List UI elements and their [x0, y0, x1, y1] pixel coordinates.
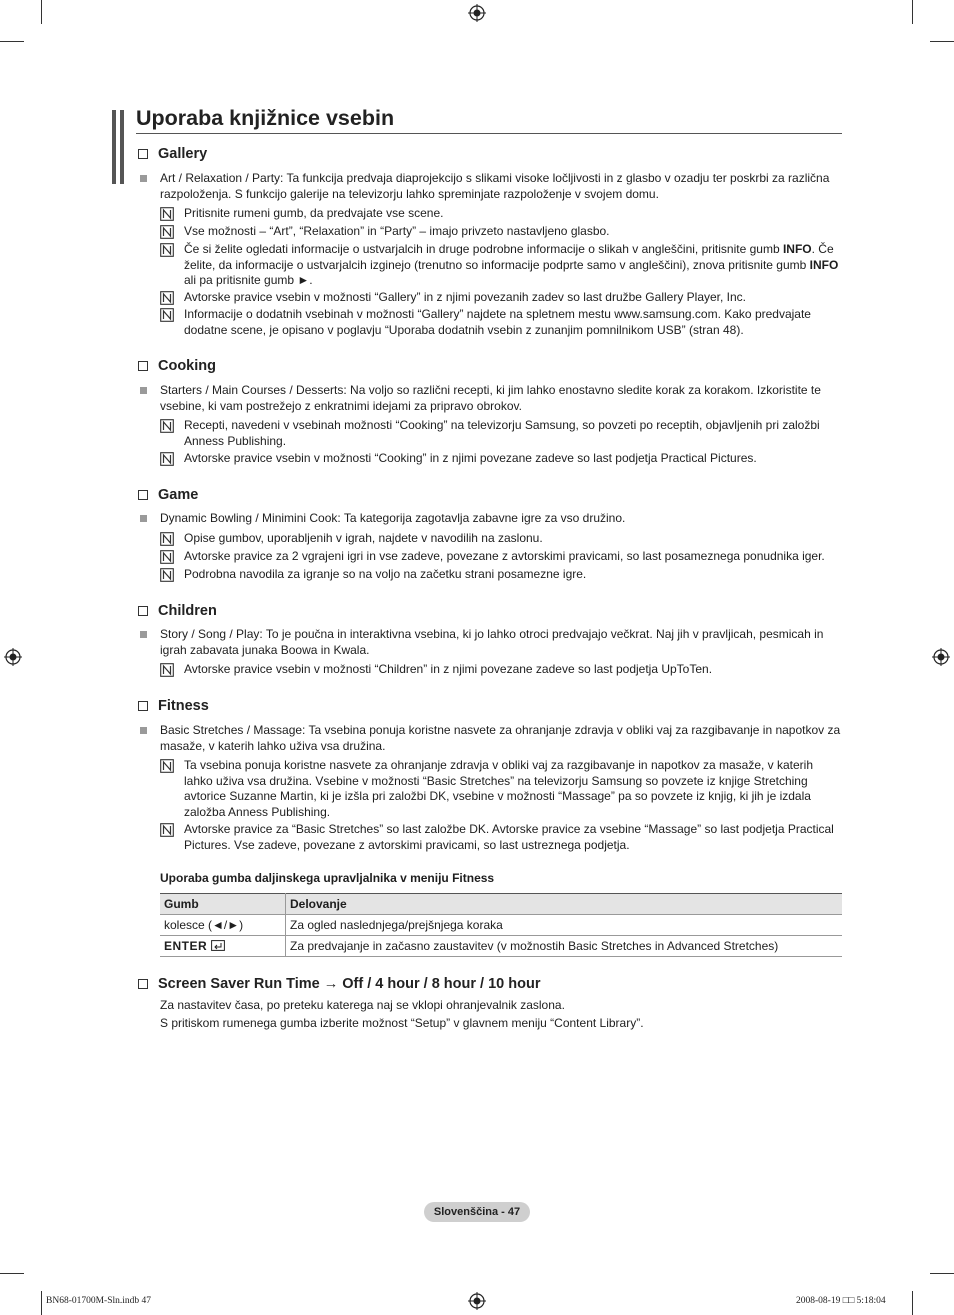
note-text: Če si želite ogledati informacije o ustvarjalcih in druge podrobne informacije o slikah v angleščini, pritisnite gumb: [184, 242, 783, 256]
square-bullet-icon: [140, 175, 147, 182]
note-text: Podrobna navodila za igranje so na voljo na začetku strani posamezne igre.: [184, 567, 587, 581]
section-heading-cooking: [138, 358, 216, 374]
table-header-cell: Gumb: [160, 894, 286, 915]
note: [184, 549, 842, 565]
screensaver-description: Za nastavitev časa, po preteku katerega naj se vklopi ohranjevalnik zaslona.: [160, 998, 565, 1012]
note: [184, 290, 842, 306]
screensaver-instruction: S pritiskom rumenega gumba izberite možnost “Setup” v glavnem meniju “Content Library”.: [160, 1016, 644, 1030]
note-icon: [160, 759, 174, 773]
note-icon: [160, 291, 174, 305]
info-button-label: INFO: [809, 257, 839, 272]
registration-mark-icon: [4, 648, 22, 666]
enter-return-icon: [211, 940, 225, 951]
bullet-text-content: Art / Relaxation / Party: Ta funkcija predvaja diaprojekcijo s slikami visoke ločljivosti in z glasbo v ozadju ter poskrbi za različna razpoloženja. S funkcijo galerije na televizorju lahko spreminjate razpoloženje v svojem domu.: [160, 171, 830, 201]
section-heading-text: Fitness: [158, 698, 209, 714]
table-cell: Za ogled naslednjega/prejšnjega koraka: [290, 918, 503, 932]
checkbox-icon: [138, 701, 148, 711]
note-text: Informacije o dodatnih vsebinah v možnosti “Gallery” najdete na spletnem mestu www.samsung.com. Kako predvajate dodatne scene, je opisano v poglavju “Uporaba dodatnih vsebin z zunanjim pomnilnikom USB” (stran 48).: [184, 307, 811, 337]
note: [184, 451, 842, 467]
note-icon: [160, 532, 174, 546]
registration-mark-icon: [468, 1292, 486, 1310]
square-bullet-icon: [140, 387, 147, 394]
note: [184, 822, 842, 853]
checkbox-icon: [138, 490, 148, 500]
table-header-row: [160, 894, 842, 915]
note-icon: [160, 225, 174, 239]
side-bar-decoration: [112, 110, 116, 184]
note-text: Avtorske pravice vsebin v možnosti “Gallery” in z njimi povezanih zadev so last družbe Gallery Player, Inc.: [184, 290, 747, 304]
crop-mark: [41, 0, 42, 24]
note: [184, 206, 842, 222]
note-icon: [160, 823, 174, 837]
note-icon: [160, 308, 174, 322]
note: [184, 531, 842, 547]
bullet-text: [160, 723, 842, 754]
note-icon: [160, 550, 174, 564]
section-heading-text: Game: [158, 487, 199, 503]
note: [184, 758, 842, 820]
crop-mark: [930, 41, 954, 42]
note-text: ali pa pritisnite gumb ►.: [184, 273, 313, 287]
square-bullet-icon: [140, 631, 147, 638]
note: [184, 224, 842, 240]
note: [184, 242, 842, 289]
checkbox-icon: [138, 979, 148, 989]
section-heading-fitness: [138, 698, 209, 714]
page-number-badge: Slovenščina - 47: [424, 1202, 530, 1222]
bullet-text-content: Basic Stretches / Massage: Ta vsebina ponuja koristne nasvete za ohranjanje zdravja v obliki vaj za razgibavanje in napotkov za masaže, v katerih lahko uživa vsa družina.: [160, 723, 841, 753]
section-heading-text: Cooking: [158, 358, 216, 374]
note: [184, 662, 842, 678]
note-text: Avtorske pravice vsebin v možnosti “Children” in z njimi povezane zadeve so last podjetja UpToTen.: [184, 662, 713, 676]
crop-mark: [0, 1273, 24, 1274]
checkbox-icon: [138, 149, 148, 159]
square-bullet-icon: [140, 515, 147, 522]
table-caption: Uporaba gumba daljinskega upravljalnika v meniju Fitness: [160, 871, 495, 885]
note-icon: [160, 452, 174, 466]
section-heading-text: Screen Saver Run Time → Off / 4 hour / 8 hour / 10 hour: [158, 976, 541, 992]
side-bar-decoration: [120, 110, 124, 184]
checkbox-icon: [138, 606, 148, 616]
table-row: [160, 936, 842, 957]
table-cell: [160, 936, 286, 957]
note-icon: [160, 243, 174, 257]
print-slug-left: BN68-01700M-Sln.indb 47: [46, 1296, 152, 1306]
table-cell: kolesce (◄/►): [160, 915, 286, 936]
title-divider: [136, 133, 842, 134]
checkbox-icon: [138, 361, 148, 371]
page-title: Uporaba knjižnice vsebin: [136, 106, 395, 130]
section-heading-text: Children: [158, 603, 217, 619]
note-icon: [160, 568, 174, 582]
note: [184, 307, 842, 338]
fitness-remote-table: [160, 893, 842, 957]
bullet-text: [160, 383, 842, 414]
table-cell: Za predvajanje in začasno zaustavitev (v možnostih Basic Stretches in Advanced Stretches): [290, 939, 779, 953]
enter-button-label: ENTER: [164, 939, 208, 953]
print-slug-right: 2008-08-19 □□ 5:18:04: [796, 1296, 886, 1306]
bullet-text-content: Dynamic Bowling / Minimini Cook: Ta kategorija zagotavlja zabavne igre za vso družino.: [160, 511, 626, 525]
crop-mark: [0, 41, 24, 42]
bullet-text-content: Starters / Main Courses / Desserts: Na voljo so različni recepti, ki jim lahko enostavno sledite korak za korakom. Izkoristite te vsebine, ki vam postrežejo z enkratnimi idejami za pripravo obrokov.: [160, 383, 821, 413]
table-row: [160, 915, 842, 936]
note-text: Opise gumbov, uporabljenih v igrah, najdete v navodilih na zaslonu.: [184, 531, 543, 545]
crop-mark: [41, 1291, 42, 1315]
note-text: . Če želite, da informacije o ustvarjalcih izginejo (trenutno so informacije podprte samo v angleščini), znova pritisnite gumb: [184, 242, 834, 272]
section-heading-screensaver: [138, 976, 540, 992]
note-icon: [160, 663, 174, 677]
bullet-text: [160, 627, 842, 658]
crop-mark: [930, 1273, 954, 1274]
note: [184, 418, 842, 449]
note-text: Recepti, navedeni v vsebinah možnosti “Cooking” na televizorju Samsung, so povzeti po receptih, objavljenih pri založbi Anness Publishing.: [184, 418, 820, 448]
note-icon: [160, 207, 174, 221]
section-heading-text: Gallery: [158, 146, 208, 162]
registration-mark-icon: [468, 4, 486, 22]
bullet-text-content: Story / Song / Play: To je poučna in interaktivna vsebina, ki jo lahko otroci predvajajo večkrat. Naj jih v pravljicah, pesmicah in igrah zabavata junaka Boowa in Kwala.: [160, 627, 824, 657]
info-button-label: INFO: [782, 242, 812, 256]
note: [184, 567, 842, 583]
note-text: Ta vsebina ponuja koristne nasvete za ohranjanje zdravja v obliki vaj za razgibavanje in napotkov za masaže, v katerih lahko uživa vsa družina. Vsebine v možnosti “Basic Stretches” na televizorju Samsung so povzete iz knjige Stretching avtorice Suzanne Martin, ki je izšla pri založbi DK, vsebine v možnosti “Massage” pa so povzete iz knjig, ki jih je izdala založba Anness Publishing.: [184, 758, 814, 819]
section-heading-game: [138, 487, 198, 503]
crop-mark: [912, 0, 913, 24]
note-text: Avtorske pravice za 2 vgrajeni igri in vse zadeve, povezane z avtorskimi pravicami, so last posameznega ponudnika iger.: [184, 549, 825, 563]
section-heading-gallery: [138, 146, 207, 162]
crop-mark: [912, 1291, 913, 1315]
square-bullet-icon: [140, 727, 147, 734]
bullet-text: [160, 171, 842, 202]
note-text: Avtorske pravice za “Basic Stretches” so last založbe DK. Avtorske pravice za vsebine “Massage” so last podjetja Practical Pictures. Vse zadeve, povezane z avtorskimi pravicami, so last ustreznega podjetja.: [184, 822, 834, 852]
note-text: Vse možnosti – “Art”, “Relaxation” in “Party” – imajo privzeto nastavljeno glasbo.: [184, 224, 610, 238]
note-icon: [160, 419, 174, 433]
section-heading-children: [138, 603, 217, 619]
bullet-text: [160, 511, 842, 527]
table-header-cell: Delovanje: [290, 897, 347, 911]
note-text: Avtorske pravice vsebin v možnosti “Cooking” in z njimi povezane zadeve so last podjetja Practical Pictures.: [184, 451, 757, 465]
registration-mark-icon: [932, 648, 950, 666]
note-text: Pritisnite rumeni gumb, da predvajate vse scene.: [184, 206, 444, 220]
